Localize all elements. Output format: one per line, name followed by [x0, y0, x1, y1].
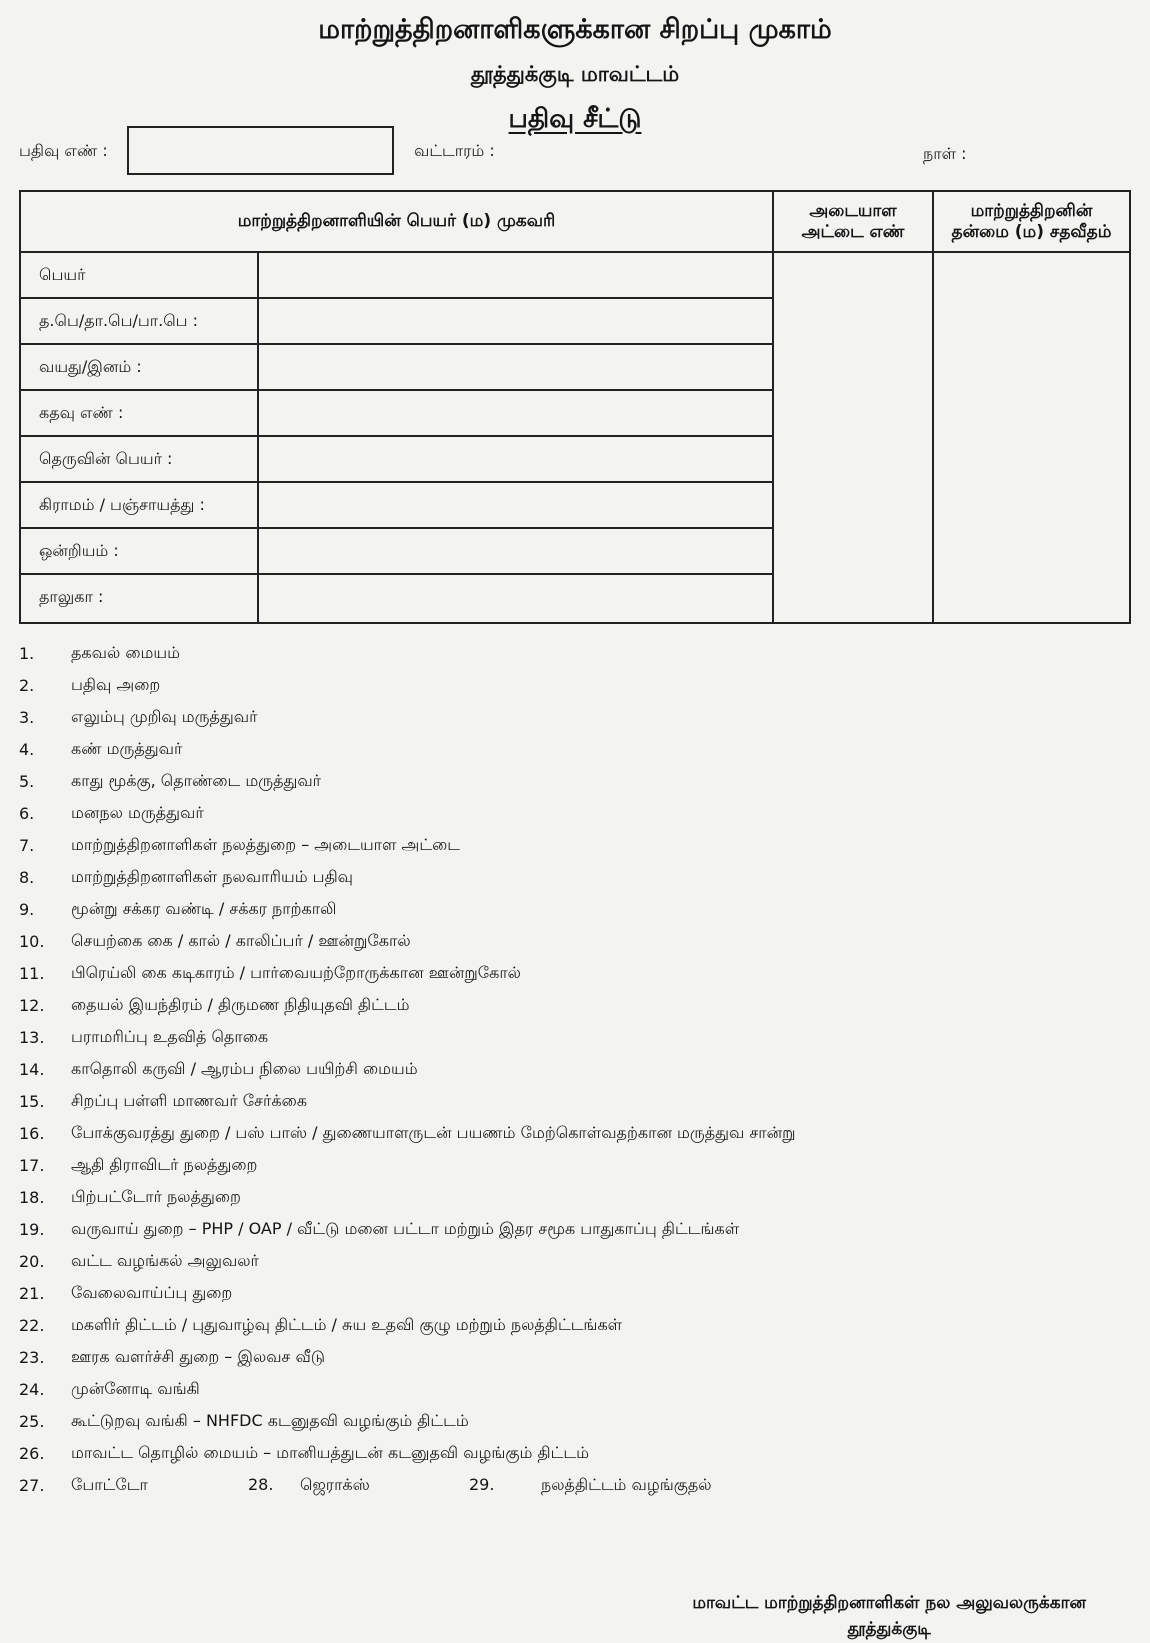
list-item: 5. காது மூக்கு, தொண்டை மருத்துவர் [19, 770, 322, 791]
table-divider [772, 192, 774, 622]
row-label-name: பெயர் [39, 264, 86, 284]
col-header-id-card [774, 192, 932, 251]
col-header-disability-line1: மாற்றுத்திறனின் [970, 201, 1093, 222]
list-item: 25. கூட்டுறவு வங்கி – NHFDC கடனுதவி வழங்கும் திட்டம் [19, 1410, 469, 1431]
col-header-id-card-line2: அட்டை எண் [801, 221, 905, 242]
list-item: 3. எலும்பு முறிவு மருத்துவர் [19, 706, 258, 727]
list-item: 23. ஊரக வளர்ச்சி துறை – இலவச வீடு [19, 1346, 326, 1367]
list-item: 7. மாற்றுத்திறனாளிகள் நலத்துறை – அடையாள அட்டை [19, 834, 460, 855]
signature-block [692, 1590, 1086, 1643]
row-label-union: ஒன்றியம் : [39, 540, 119, 560]
list-item: 10. செயற்கை கை / கால் / காலிப்பர் / ஊன்றுகோல் [19, 930, 411, 951]
list-item: 22. மகளிர் திட்டம் / புதுவாழ்வு திட்டம் / சுய உதவி குழு மற்றும் நலத்திட்டங்கள் [19, 1314, 623, 1335]
list-item: 26. மாவட்ட தொழில் மையம் – மானியத்துடன் கடனுதவி வழங்கும் திட்டம் [19, 1442, 589, 1463]
list-item: 19. வருவாய் துறை – PHP / OAP / வீட்டு மனை பட்டா மற்றும் இதர சமூக பாதுகாப்பு திட்டங்கள் [19, 1218, 740, 1239]
col-header-id-card-line1: அடையாள [809, 201, 897, 222]
row-label-age: வயது/இனம் : [39, 356, 142, 376]
list-item-welfare: 29. நலத்திட்டம் வழங்குதல் [469, 1474, 712, 1494]
list-item: 16. போக்குவரத்து துறை / பஸ் பாஸ் / துணையாளருடன் பயணம் மேற்கொள்வதற்கான மருத்துவ சான்று [19, 1122, 796, 1143]
row-label-parent: த.பெ/தா.பெ/பா.பெ : [39, 310, 199, 330]
list-item: 15. சிறப்பு பள்ளி மாணவர் சேர்க்கை [19, 1090, 307, 1111]
reg-no-box[interactable] [127, 126, 394, 175]
list-item: 8. மாற்றுத்திறனாளிகள் நலவாரியம் பதிவு [19, 866, 353, 887]
table-divider [932, 192, 934, 622]
camp-title: மாற்றுத்திறனாளிகளுக்கான சிறப்பு முகாம் [318, 14, 832, 45]
list-item: 9. மூன்று சக்கர வண்டி / சக்கர நாற்காலி [19, 898, 337, 919]
col-header-disability [934, 192, 1129, 251]
applicant-table [19, 190, 1131, 624]
form-title: பதிவு சீட்டு [508, 104, 642, 134]
list-item: 11. பிரெய்லி கை கடிகாரம் / பார்வையற்றோருக்கான ஊன்றுகோல் [19, 962, 521, 983]
list-item: 20. வட்ட வழங்கல் அலுவலர் [19, 1250, 259, 1271]
col-header-name-address: மாற்றுத்திறனாளியின் பெயர் (ம) முகவரி [237, 211, 556, 232]
footer-line1: மாவட்ட மாற்றுத்திறனாளிகள் நல அலுவலருக்கான [692, 1593, 1086, 1613]
list-item: 4. கண் மருத்துவர் [19, 738, 183, 759]
list-item: 21. வேலைவாய்ப்பு துறை [19, 1282, 233, 1303]
list-item-xerox: 28. ஜெராக்ஸ் [248, 1474, 370, 1494]
list-item: 14. காதொலி கருவி / ஆரம்ப நிலை பயிற்சி மையம் [19, 1058, 418, 1079]
row-label-street: தெருவின் பெயர் : [39, 448, 173, 468]
list-item: 18. பிற்பட்டோர் நலத்துறை [19, 1186, 241, 1207]
list-item: 17. ஆதி திராவிடர் நலத்துறை [19, 1154, 258, 1175]
list-item: 1. தகவல் மையம் [19, 642, 180, 663]
list-item: 2. பதிவு அறை [19, 674, 161, 695]
footer-line2: தூத்துக்குடி [847, 1619, 931, 1640]
list-item: 12. தையல் இயந்திரம் / திருமண நிதியுதவி திட்டம் [19, 994, 410, 1015]
row-label-taluk: தாலுகா : [39, 586, 104, 606]
row-label-village: கிராமம் / பஞ்சாயத்து : [39, 494, 205, 514]
header-rule [21, 251, 1131, 253]
list-item: 13. பராமரிப்பு உதவித் தொகை [19, 1026, 269, 1047]
list-item-final-row: 27. போட்டோ 28. ஜெராக்ஸ் 29. நலத்திட்டம் வழங்குதல் [19, 1474, 712, 1495]
row-label-door-no: கதவு எண் : [39, 402, 124, 422]
row-rule [21, 573, 772, 575]
col-header-disability-line2: தன்மை (ம) சதவீதம் [951, 221, 1112, 242]
list-item: 6. மனநல மருத்துவர் [19, 802, 204, 823]
list-item: 24. முன்னோடி வங்கி [19, 1378, 200, 1399]
date-label: நாள் : [923, 144, 967, 163]
circle-label: வட்டாரம் : [414, 141, 495, 160]
reg-no-label: பதிவு எண் : [19, 141, 108, 160]
district-title: தூத்துக்குடி மாவட்டம் [470, 62, 680, 86]
